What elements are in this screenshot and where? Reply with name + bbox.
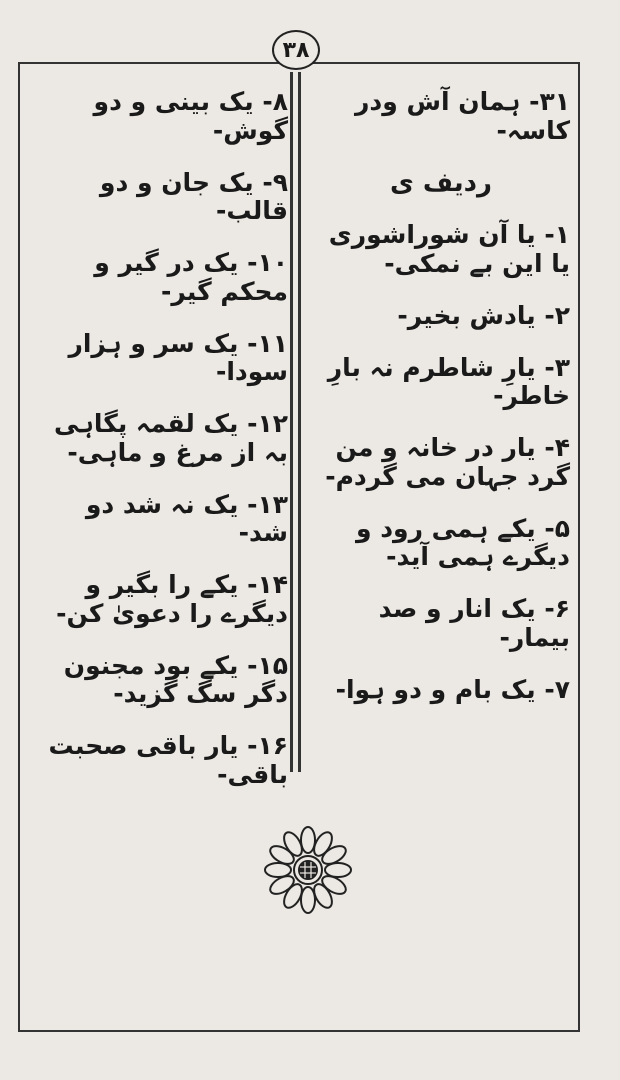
proverb-entry: ۳- یارِ شاطرم نہ بارِ خاطر- (327, 352, 570, 411)
column-divider-line (298, 72, 301, 772)
column-divider-line (290, 72, 293, 772)
flower-ornament-icon (264, 826, 352, 914)
proverb-entry: ۱۵- یکے بود مجنون دگر سگ گزید- (63, 650, 288, 709)
proverb-entry: ۱۱- یک سر و ہزار سودا- (68, 328, 288, 387)
proverb-entry: ۱۴- یکے را بگیر و دیگرے را دعویٰ کن- (56, 570, 288, 628)
proverb-entry: ۱۲- یک لقمہ پگاہی بہ از مرغ و ماہی- (53, 409, 288, 467)
proverb-entry: ۹- یک جان و دو قالب- (99, 167, 288, 226)
proverb-entry: ۳۱- ہمان آش ودر کاسہ- (355, 87, 570, 145)
proverb-entry: ۱- یا آن شوراشوری یا این بے نمکی- (328, 220, 570, 279)
proverb-entry: ۵- یکے ہمی رود و دیگرے ہمی آید- (355, 513, 570, 572)
proverb-entry: ۶- یک انار و صد بیمار- (378, 594, 570, 652)
proverb-entry: ۷- یک بام و دو ہوا- (335, 674, 570, 704)
page-number: ۳۸ (272, 30, 320, 70)
proverb-entry: ۱۰- یک در گیر و محکم گیر- (94, 248, 288, 306)
right-column (312, 88, 570, 727)
section-heading: ردیف ی (390, 167, 492, 198)
proverb-entry: ۲- یادش بخیر- (397, 300, 570, 330)
proverb-entry: ۱۳- یک نہ شد دو شد- (85, 489, 288, 548)
left-column (30, 88, 288, 813)
proverb-entry: ۴- یار در خانہ و من گرد جہان می گردم- (325, 433, 570, 491)
proverb-entry: ۸- یک بینی و دو گوش- (93, 87, 288, 145)
proverb-entry: ۱۶- یار باقی صحبت باقی- (48, 731, 288, 789)
